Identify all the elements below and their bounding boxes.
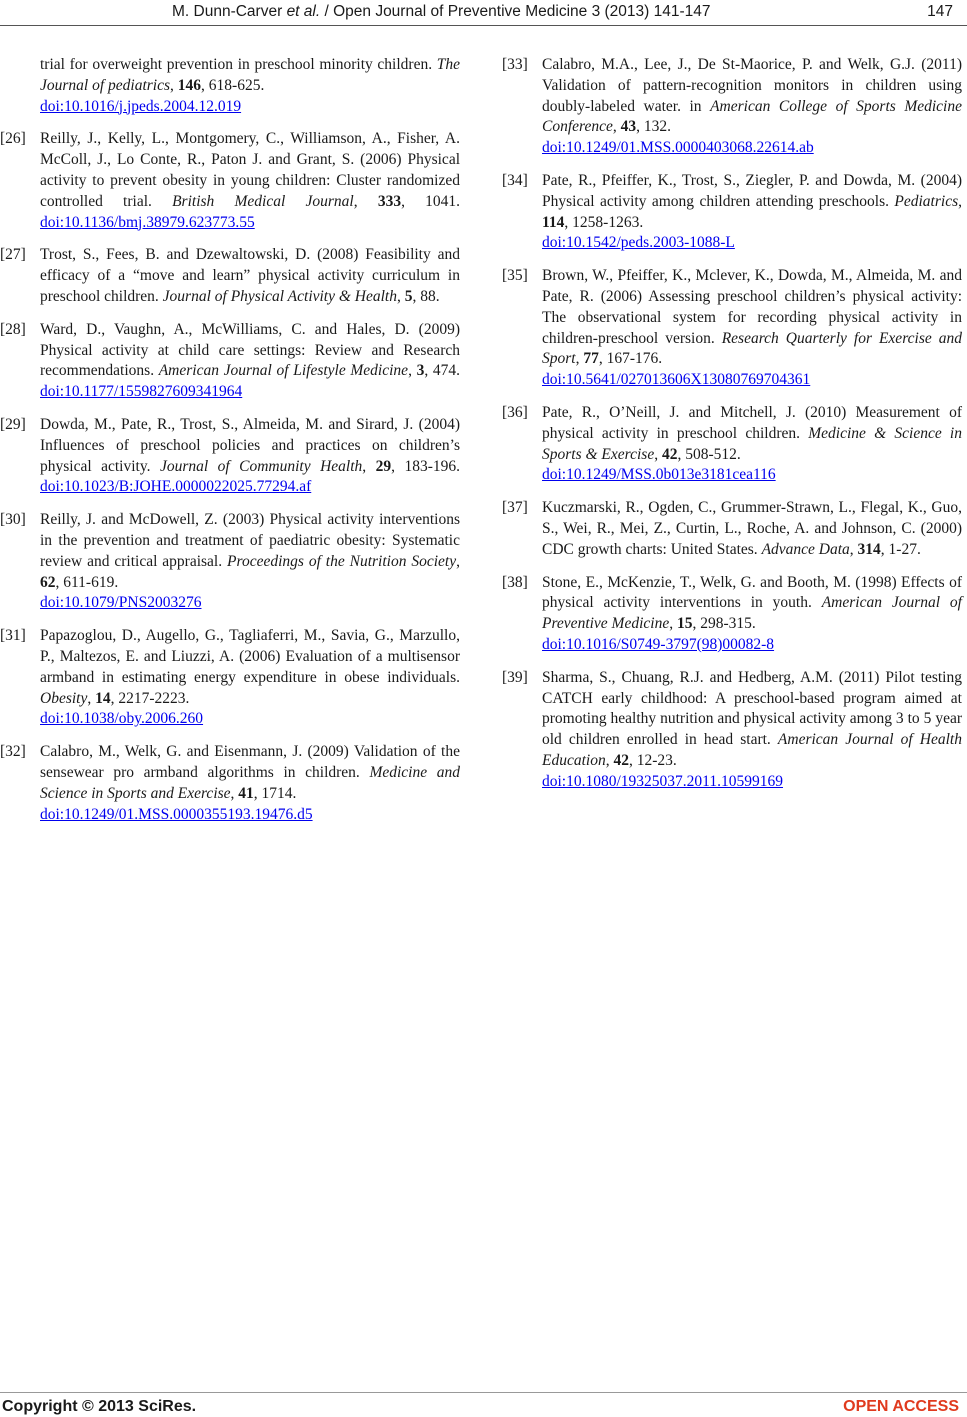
volume-number: 43 xyxy=(620,118,637,136)
reference-fragment: Trost, S., Fees, B. and Dzewaltowski, D. (2008) Feasibility and efficacy of a “move and learn” physical activity curriculum in preschool children. xyxy=(40,246,460,305)
volume-number: 5 xyxy=(404,287,413,305)
reference-text xyxy=(542,498,962,560)
reference-fragment: , 618-625. xyxy=(201,76,265,94)
reference-entry xyxy=(502,55,962,159)
reference-fragment: , xyxy=(230,784,239,802)
running-header xyxy=(0,0,967,30)
journal-title: American Journal of Preventive Medicine xyxy=(542,594,962,633)
reference-fragment: Calabro, M.A., Lee, J., De St-Maorice, P. and Welk, G.J. (2011) Validation of pattern-recognition monitors in children using doubly-labeled water. in xyxy=(542,56,962,115)
doi-link[interactable]: doi:10.1016/j.jpeds.2004.12.019 xyxy=(40,97,242,115)
journal-title: American College of Sports Medicine Conference xyxy=(542,97,962,136)
reference-number: [33] xyxy=(502,56,528,73)
reference-fragment: Ward, D., Vaughn, A., McWilliams, C. and Hales, D. (2009) Physical activity at child care settings: Review and Research recommendations. xyxy=(40,320,460,380)
reference-fragment: , 474. xyxy=(424,362,460,380)
journal-title: Medicine and Science in Sports and Exercise xyxy=(40,763,460,802)
volume-number: 314 xyxy=(857,540,881,558)
reference-fragment: , xyxy=(353,192,378,210)
reference-fragment: Sharma, S., Chuang, R.J. and Hedberg, A.M. (2011) Pilot testing CATCH early childhood: A preschool-based program aimed at promoting healthy nutrition and physical activity among 3 to 5 year old children enrolled in head start. xyxy=(542,668,962,749)
journal-title: Research Quarterly for Exercise and Sport xyxy=(542,329,962,368)
doi-link[interactable]: doi:10.1038/oby.2006.260 xyxy=(40,710,204,728)
doi-link[interactable]: doi:10.1080/19325037.2011.10599169 xyxy=(542,772,783,790)
reference-text xyxy=(40,320,460,403)
reference-entry xyxy=(0,129,461,233)
volume-number: 3 xyxy=(416,362,425,380)
reference-number: [35] xyxy=(502,267,528,285)
reference-fragment: , 1041. xyxy=(401,192,461,210)
reference-fragment: , 1-27. xyxy=(880,540,921,558)
reference-text xyxy=(40,415,460,498)
journal-title: American Journal of Lifestyle Medicine xyxy=(158,362,409,380)
reference-fragment: , 508-512. xyxy=(677,445,741,463)
doi-link[interactable]: doi:10.1079/PNS2003276 xyxy=(40,594,202,612)
reference-fragment: , 167-176. xyxy=(598,350,663,368)
reference-text xyxy=(40,129,460,233)
doi-link[interactable]: doi:10.1023/B:JOHE.0000022025.77294.af xyxy=(40,478,312,496)
journal-title: Journal of Community Health xyxy=(159,457,363,475)
footer-divider xyxy=(0,1392,967,1393)
volume-number: 333 xyxy=(377,192,402,210)
running-author: M. Dunn-Carver xyxy=(172,3,287,20)
volume-number: 14 xyxy=(95,689,111,707)
reference-text xyxy=(40,626,460,709)
reference-text xyxy=(542,171,962,233)
reference-fragment: , xyxy=(170,76,178,94)
reference-entry xyxy=(502,403,962,486)
reference-entry xyxy=(502,573,962,656)
reference-number: [32] xyxy=(0,743,26,761)
reference-number: [27] xyxy=(0,246,26,264)
reference-column-right xyxy=(502,55,962,805)
reference-number: [30] xyxy=(0,511,26,529)
reference-fragment: , xyxy=(849,540,858,558)
reference-fragment: Reilly, J., Kelly, L., Montgomery, C., Williamson, A., Fisher, A. McColl, J., Lo Conte, R., Paton J. and Grant, S. (2006) Physical activity to prevent obesity in young children: Cluster randomized controlled trial. xyxy=(40,130,460,210)
reference-fragment: , xyxy=(362,457,376,475)
reference-entry xyxy=(502,266,962,391)
reference-entry xyxy=(0,626,460,730)
copyright-notice: Copyright © 2013 SciRes. xyxy=(2,1398,197,1415)
reference-fragment: , xyxy=(408,362,417,380)
doi-link[interactable]: doi:10.1136/bmj.38979.623773.55 xyxy=(40,213,255,231)
reference-text xyxy=(542,668,962,772)
journal-title: Journal of Physical Activity & Health xyxy=(162,287,397,305)
journal-title: Pediatrics xyxy=(894,192,959,210)
page-number: 147 xyxy=(927,3,953,20)
volume-number: 29 xyxy=(375,457,392,475)
reference-number: [34] xyxy=(502,171,528,189)
reference-fragment: , xyxy=(87,689,96,707)
doi-link[interactable]: doi:10.1016/S0749-3797(98)00082-8 xyxy=(542,635,775,653)
journal-title: Medicine & Science in Sports & Exercise xyxy=(542,424,962,463)
reference-number: [31] xyxy=(0,627,26,645)
header-divider xyxy=(0,25,967,26)
reference-fragment: , xyxy=(612,118,621,136)
journal-title: American Journal of Health Education xyxy=(542,731,962,769)
reference-text xyxy=(40,510,460,593)
reference-number: [36] xyxy=(502,403,528,421)
reference-number: [37] xyxy=(502,499,528,517)
reference-fragment: , 132. xyxy=(636,118,671,136)
reference-text xyxy=(542,266,962,370)
journal-title: British Medical Journal xyxy=(172,192,354,210)
reference-fragment: , 1258-1263. xyxy=(564,213,644,231)
reference-fragment: , 1714. xyxy=(253,784,297,802)
reference-number: [39] xyxy=(502,668,528,686)
volume-number: 146 xyxy=(177,76,202,94)
reference-entry xyxy=(502,171,962,254)
reference-entry xyxy=(502,668,962,793)
reference-fragment: Dowda, M., Pate, R., Trost, S., Almeida, M. and Sirard, J. (2004) Influences of preschool policies and practices on children’s physical activity. xyxy=(40,415,460,475)
reference-fragment: , xyxy=(456,552,460,570)
open-access-label: OPEN ACCESS xyxy=(843,1398,959,1415)
reference-fragment: , 12-23. xyxy=(628,751,677,769)
reference-fragment: trial for overweight prevention in preschool minority children. xyxy=(40,56,437,73)
reference-text xyxy=(40,55,460,97)
reference-entry xyxy=(0,510,460,614)
journal-title: Advance Data xyxy=(761,540,850,558)
doi-link[interactable]: doi:10.1542/peds.2003-1088-L xyxy=(542,234,735,252)
doi-link[interactable]: doi:10.1177/1559827609341964 xyxy=(40,383,243,401)
doi-link[interactable]: doi:10.1249/01.MSS.0000403068.22614.ab xyxy=(542,139,814,157)
reference-fragment: Kuczmarski, R., Ogden, C., Grummer-Strawn, L., Flegal, K., Guo, S., Wei, R., Mei, Z., Curtin, L., Roche, A. and Johnson, C. (2000) CDC growth charts: United States. xyxy=(542,499,962,558)
reference-fragment: , 2217-2223. xyxy=(110,689,190,707)
page-footer xyxy=(0,1390,967,1417)
reference-text xyxy=(40,742,460,804)
volume-number: 77 xyxy=(583,350,599,368)
volume-number: 62 xyxy=(40,573,56,591)
reference-number: [26] xyxy=(0,130,26,148)
reference-entry xyxy=(502,498,962,560)
reference-fragment: , 298-315. xyxy=(692,615,756,633)
reference-entry xyxy=(0,415,460,498)
reference-fragment: Papazoglou, D., Augello, G., Tagliaferri, M., Savia, G., Marzullo, P., Maltezos, E. and Liuzzi, A. (2006) Evaluation of a multisensor armband in estimating energy expenditure in obese individuals. xyxy=(40,627,460,686)
reference-text xyxy=(542,573,962,635)
reference-entry xyxy=(0,320,460,403)
reference-entry xyxy=(0,245,460,307)
volume-number: 41 xyxy=(238,784,254,802)
reference-number: [29] xyxy=(0,415,26,433)
reference-fragment: Stone, E., McKenzie, T., Welk, G. and Booth, M. (1998) Effects of physical activity interventions in youth. xyxy=(542,573,962,612)
reference-entry xyxy=(0,742,460,825)
journal-title: The Journal of pediatrics xyxy=(40,56,460,94)
reference-text xyxy=(40,245,460,307)
volume-number: 114 xyxy=(542,213,565,231)
doi-link[interactable]: doi:10.1249/MSS.0b013e3181cea116 xyxy=(542,466,776,484)
journal-title: Proceedings of the Nutrition Society xyxy=(227,552,457,570)
reference-fragment: Pate, R., Pfeiffer, K., Trost, S., Ziegler, P. and Dowda, M. (2004) Physical activity among children attending preschools. xyxy=(542,171,962,210)
journal-title: Obesity xyxy=(40,689,88,707)
reference-fragment: , 183-196. xyxy=(391,457,460,475)
reference-fragment: Calabro, M., Welk, G. and Eisenmann, J. (2009) Validation of the sensewear pro armband algorithms in children. xyxy=(40,743,460,781)
reference-text xyxy=(542,55,962,138)
reference-fragment: Pate, R., O’Neill, J. and Mitchell, J. (2010) Measurement of physical activity in preschool children. xyxy=(542,403,962,442)
volume-number: 15 xyxy=(676,615,693,633)
reference-fragment: Reilly, J. and McDowell, Z. (2003) Physical activity interventions in the prevention and treatment of paediatric obesity: Systematic review and critical appraisal. xyxy=(40,511,460,570)
reference-entry xyxy=(40,55,460,117)
running-journal: / Open Journal of Preventive Medicine 3 (2013) 141-147 xyxy=(320,3,711,20)
volume-number: 42 xyxy=(613,751,629,769)
reference-fragment: , 88. xyxy=(412,287,440,305)
reference-text xyxy=(542,403,962,465)
reference-fragment: , xyxy=(669,615,677,633)
doi-link[interactable]: doi:10.1249/01.MSS.0000355193.19476.d5 xyxy=(40,805,313,823)
reference-fragment: Brown, W., Pfeiffer, K., Mclever, K., Dowda, M., Almeida, M. and Pate, R. (2006) Assessing preschool children’s physical activity: The observational system for recording physical activity in children-preschool version. xyxy=(542,267,962,347)
running-title xyxy=(172,3,711,21)
reference-fragment: , xyxy=(575,350,584,368)
reference-fragment: , xyxy=(605,751,614,769)
running-etal: et al. xyxy=(286,3,321,20)
reference-fragment: , 611-619. xyxy=(55,573,119,591)
reference-fragment: , xyxy=(958,192,962,210)
doi-link[interactable]: doi:10.5641/027013606X13080769704361 xyxy=(542,371,811,389)
volume-number: 42 xyxy=(661,445,678,463)
reference-column-left xyxy=(0,55,461,837)
reference-number: [38] xyxy=(502,573,528,591)
reference-fragment: , xyxy=(397,287,405,305)
reference-fragment: , xyxy=(654,445,662,463)
reference-number: [28] xyxy=(0,320,26,338)
